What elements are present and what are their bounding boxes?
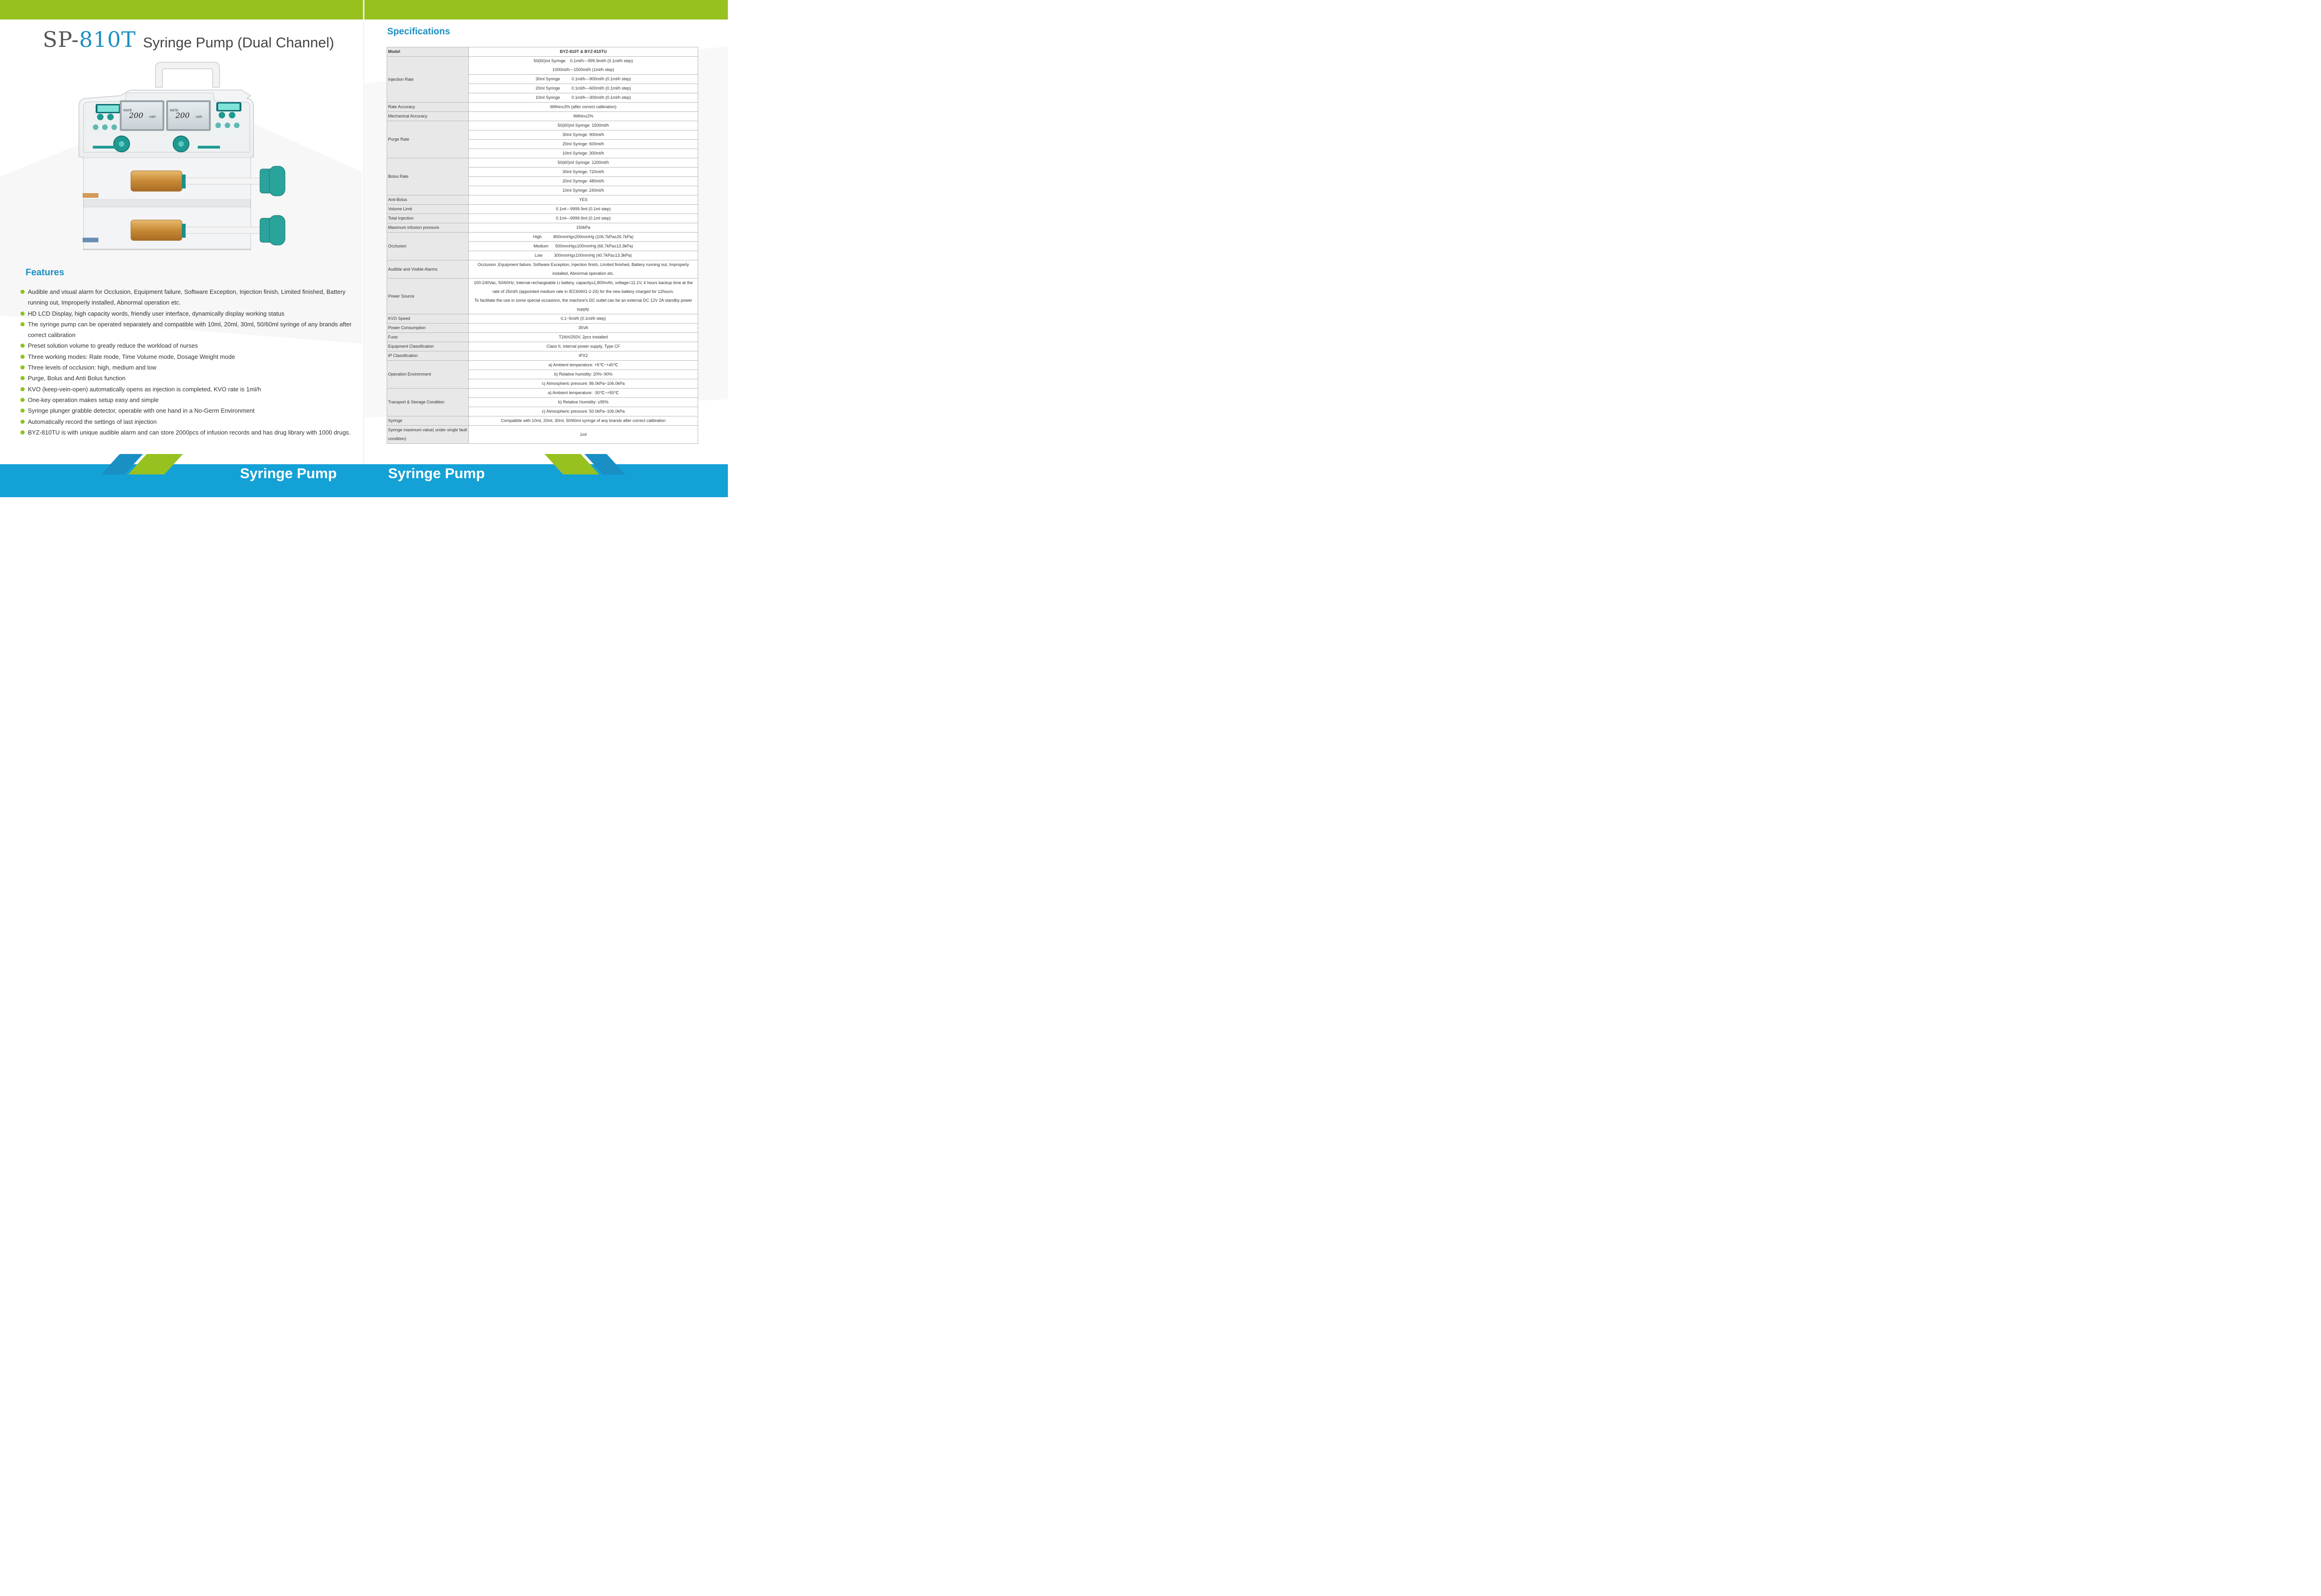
right-screen-unit: ml/h [196, 116, 202, 119]
bullet-dot-icon [20, 290, 25, 294]
bullet-dot-icon [20, 398, 25, 402]
spec-value: 50(60)ml Syringe 0.1ml/h---999.9ml/h (0.1ml/h step) 1000ml/h---1500ml/h (1ml/h step) [469, 57, 698, 75]
spec-value: b) Relative humidity: 20%~90% [469, 370, 698, 379]
spec-value: 10ml Syringe: 240ml/h [469, 186, 698, 195]
spec-label: Bolus Rate [387, 158, 469, 195]
feature-item: Three working modes: Rate mode, Time Volume mode, Dosage Weight mode [20, 351, 359, 362]
spec-value: 0.1ml---9999.9ml (0.1ml step) [469, 214, 698, 223]
table-row [387, 361, 698, 370]
spec-value: c) Atmospheric pressure: 50.0kPa~106.0kPa [469, 407, 698, 416]
spec-value: Occlusion ,Equipment failure, Software Exception, Injection finish, Limited finished, Battery running out, Improperly installed, Abnormal operation etc. [469, 260, 698, 279]
spec-label: Maximum infusion pressure [387, 223, 469, 233]
specifications-heading: Specifications [387, 26, 450, 37]
spec-label: Total Injection [387, 214, 469, 223]
table-row [387, 214, 698, 223]
spec-value: 50(60)ml Syringe: 1500ml/h [469, 121, 698, 130]
spec-value: Class II, internal power supply, Type CF [469, 342, 698, 351]
table-row [387, 47, 698, 57]
bullet-dot-icon [20, 311, 25, 316]
right-screen-rate-label: RATE [170, 109, 179, 112]
spec-label: Anti-Bolus [387, 195, 469, 205]
spec-value: 1ml [469, 426, 698, 444]
feature-item: One-key operation makes setup easy and simple [20, 395, 359, 405]
left-screen-rate-label: RATE [123, 109, 132, 112]
spec-label: Volume Limit [387, 205, 469, 214]
spec-value: 0.1~5ml/h (0.1ml/h step) [469, 314, 698, 324]
table-row [387, 121, 698, 130]
footer-title-left: Syringe Pump [240, 465, 337, 481]
spec-value: 10ml Syringe 0.1ml/h---300ml/h (0.1ml/h step) [469, 93, 698, 103]
bullet-dot-icon [20, 344, 25, 348]
spec-value: 35VA [469, 324, 698, 333]
features-list [20, 286, 359, 438]
spec-label: Syringe [387, 416, 469, 426]
bullet-dot-icon [20, 387, 25, 391]
table-row [387, 342, 698, 351]
spec-value: 50(60)ml Syringe: 1200ml/h [469, 158, 698, 168]
feature-item: Purge, Bolus and Anti Bolus function [20, 373, 359, 383]
bullet-dot-icon [20, 322, 25, 326]
table-row [387, 103, 698, 112]
table-row [387, 333, 698, 342]
spec-value: Low 300mmHg±100mmHg (40.7kPa±13.3kPa) [469, 251, 698, 260]
left-screen-unit: ml/h [149, 116, 156, 119]
product-subtitle: Syringe Pump (Dual Channel) [143, 34, 334, 51]
spec-label: Fuse: [387, 333, 469, 342]
spec-label: Equipment Classification [387, 342, 469, 351]
spec-label: Model [387, 47, 469, 57]
spec-label: Operation Environment [387, 361, 469, 389]
spec-value: 10ml Syringe: 300ml/h [469, 149, 698, 158]
table-row [387, 389, 698, 398]
table-row [387, 260, 698, 279]
spec-label: Mechanical Accuracy [387, 112, 469, 121]
feature-item: BYZ-810TU is with unique audible alarm and can store 2000pcs of infusion records and has drug library with 1000 drugs. [20, 427, 359, 438]
table-row [387, 279, 698, 314]
feature-item: Syringe plunger grabble detector, operable with one hand in a No-Germ Environment [20, 405, 359, 416]
spec-label: Transport & Storage Condition [387, 389, 469, 416]
spec-label: Audible and Visible Alarms [387, 260, 469, 279]
bullet-dot-icon [20, 420, 25, 424]
feature-item: Preset solution volume to greatly reduce the workload of nurses [20, 340, 359, 351]
footer-title-right: Syringe Pump [388, 465, 485, 481]
spec-label: Power Consumption [387, 324, 469, 333]
feature-item: The syringe pump can be operated separately and compatible with 10ml, 20ml, 30ml, 50/60ml syringe of any brands after correct calibration [20, 319, 359, 341]
table-row [387, 324, 698, 333]
spec-value: 20ml Syringe: 600ml/h [469, 140, 698, 149]
spec-value: a) Ambient temperature: -30℃~+55℃ [469, 389, 698, 398]
spec-value: 20ml Syringe 0.1ml/h---600ml/h (0.1ml/h step) [469, 84, 698, 93]
model-title [43, 27, 136, 52]
spec-value: 150kPa [469, 223, 698, 233]
spec-value: 20ml Syringe: 480ml/h [469, 177, 698, 186]
spec-value: c) Atmospheric pressure: 86.0kPa~106.0kPa [469, 379, 698, 389]
bullet-dot-icon [20, 376, 25, 380]
spec-label: Purge Rate [387, 121, 469, 158]
left-screen-rate-value: 200 [129, 111, 143, 120]
footer-stripes-right [541, 449, 638, 477]
bullet-dot-icon [20, 365, 25, 370]
table-row [387, 426, 698, 444]
top-band-left [0, 0, 363, 19]
table-row [387, 223, 698, 233]
spec-value: Medium 500mmHg±100mmHg (66.7kPa±13.3kPa) [469, 242, 698, 251]
table-row [387, 351, 698, 361]
feature-item: Three levels of occlusion: high, medium and low [20, 362, 359, 373]
features-heading: Features [26, 267, 65, 278]
spec-value: High 800mmHg±200mmHg (106.7kPa±26.7kPa) [469, 233, 698, 242]
feature-item: HD LCD Display, high capacity words, friendly user interface, dynamically display working status [20, 308, 359, 319]
spec-value: 30ml Syringe: 720ml/h [469, 168, 698, 177]
spec-label: Injection Rate [387, 57, 469, 103]
table-row [387, 416, 698, 426]
table-row [387, 195, 698, 205]
bullet-dot-icon [20, 409, 25, 413]
spec-value: a) Ambient temperature: +5℃~+40℃ [469, 361, 698, 370]
feature-item: Automatically record the settings of last injection [20, 416, 359, 427]
table-row [387, 112, 698, 121]
spec-value: 0.1ml---9999.9ml (0.1ml step) [469, 205, 698, 214]
spec-label: Rate Accuracy [387, 103, 469, 112]
bullet-dot-icon [20, 430, 25, 435]
spec-value: Within±2% [469, 112, 698, 121]
syringe-pump-illustration [74, 59, 302, 259]
table-row [387, 233, 698, 242]
footer-stripes-left [93, 449, 186, 477]
table-row [387, 205, 698, 214]
right-screen-rate-value: 200 [175, 111, 190, 120]
spec-label: Power Source [387, 279, 469, 314]
table-row [387, 158, 698, 168]
spec-value: BYZ-810T & BYZ-810TU [469, 47, 698, 57]
spec-value: b) Relative Humidity: ≤95% [469, 398, 698, 407]
feature-item: KVO (keep-vein-open) automatically opens as injection is completed, KVO rate is 1ml/h [20, 384, 359, 395]
spec-value: Compatible with 10ml, 20ml, 30ml, 50/60ml syringe of any brands after correct calibration [469, 416, 698, 426]
spec-value: IPX2 [469, 351, 698, 361]
bullet-dot-icon [20, 355, 25, 359]
spec-value: 30ml Syringe: 900ml/h [469, 130, 698, 140]
spec-value: Within±3% (after correct calibration) [469, 103, 698, 112]
table-row [387, 314, 698, 324]
feature-item: Audible and visual alarm for Occlusion, Equipment failure, Software Exception, Injection finish, Limited finished, Battery running out, Improperly installed, Abnormal operation etc. [20, 286, 359, 308]
model-number: 810T [79, 27, 136, 52]
spec-label: IP Classification [387, 351, 469, 361]
spec-label: KVO Speed [387, 314, 469, 324]
spec-value: T2AH/250V, 2pcs installed [469, 333, 698, 342]
top-band-right [364, 0, 728, 19]
specifications-table [387, 47, 698, 444]
spec-label: Syringe maximum value( under single fault condition) [387, 426, 469, 444]
spec-value: 100-240Vac, 50/60Hz; Internal rechargeable Li battery, capacity≥1,800mAh, voltage=11.1V, 4 hours backup time at the rate of 25ml/h (appointed medium rate in IEC60601-2-24) for the new battery charged for 12hours. To facilitate the use in some special occasions, the machine's DC outlet can be an external DC 12V 2A standby power supply. [469, 279, 698, 314]
model-prefix: SP- [43, 27, 79, 52]
spec-value: 30ml Syringe 0.1ml/h---900ml/h (0.1ml/h step) [469, 75, 698, 84]
table-row [387, 57, 698, 75]
spec-label: Occlusion [387, 233, 469, 260]
spec-value: YES [469, 195, 698, 205]
